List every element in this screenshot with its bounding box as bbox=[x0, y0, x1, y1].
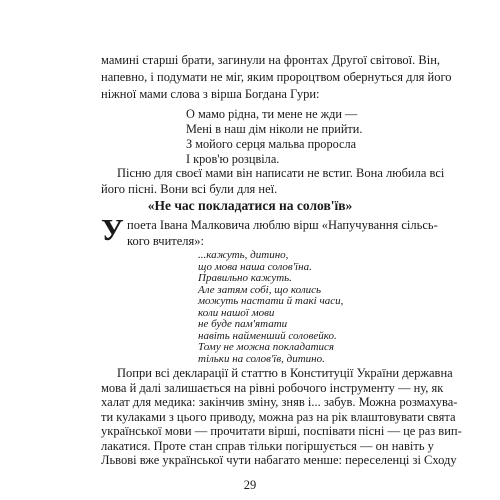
page-number: 29 bbox=[243, 478, 257, 492]
paragraph-2-line: його пісні. Вони всі були для неї. bbox=[101, 182, 278, 196]
poem-1-line: З мойого серця мальва проросла bbox=[186, 137, 357, 151]
paragraph-3-line: української мови — прочитати вірші, поспівати пісні — це раз вип- bbox=[101, 424, 462, 438]
paragraph-3-line: Попри всі декларації й статтю в Конституції України державна bbox=[117, 366, 453, 380]
poem-2-line: що мова наша солов'їна. bbox=[198, 260, 312, 273]
poem-2-line: коли нашої мови bbox=[198, 306, 275, 319]
paragraph-2-line: Пісню для своєї мами він написати не встиг. Вона любила всі bbox=[117, 166, 445, 180]
paragraph-3-line: лакатися. Проте стан справ тільки погіршується — он навіть у bbox=[101, 438, 434, 453]
section-intro-line: кого вчителя»: bbox=[127, 234, 205, 248]
poem-1-line: О мамо рідна, ти мене не жди — bbox=[186, 107, 358, 121]
paragraph-3-line: ти кулаками з цього приводу, можна раз на рік влаштовувати свята bbox=[101, 409, 456, 424]
paragraph-3-line: Львові вже української чути набагато менше: переселенці зі Сходу bbox=[101, 453, 457, 467]
poem-2-line: Але затям собі, що колись bbox=[198, 283, 322, 296]
poem-2-line: тільки на солов'їв, дитино. bbox=[198, 352, 325, 365]
poem-2-line: Тому не можна покладатися bbox=[198, 341, 335, 353]
section-heading: «Не час покладатися на солов'їв» bbox=[147, 198, 353, 213]
poem-1-line: Мені в наш дім ніколи не прийти. bbox=[186, 122, 363, 136]
poem-2-line: ...кажуть, дитино, bbox=[198, 249, 289, 261]
drop-cap: У bbox=[101, 212, 124, 247]
poem-2-line: можуть настати й такі часи, bbox=[198, 295, 344, 307]
paragraph-1-line: ніжної мами слова з вірша Богдана Гури: bbox=[101, 87, 320, 101]
poem-2-line: не буде пам'ятати bbox=[198, 318, 288, 330]
poem-2-line: Правильно кажуть. bbox=[198, 272, 292, 284]
paragraph-1-line: мамині старші брати, загинули на фронтах Другої світової. Він, bbox=[101, 53, 441, 67]
paragraph-3-line: халат для медика: закінчив зміну, зняв і... забув. Можна розмахува- bbox=[101, 395, 458, 409]
paragraph-1-line: напевно, і подумати не міг, яким пророцтвом обернуться для його bbox=[101, 70, 452, 84]
section-intro-line: поета Івана Малковича люблю вірш «Напучування сільсь- bbox=[127, 218, 438, 232]
poem-1-line: І кров'ю розцвіла. bbox=[186, 152, 280, 166]
poem-2-line: навіть найменший соловейко. bbox=[198, 329, 337, 342]
paragraph-3-line: мова й далі залишається на рівні робочого інструменту — ну, як bbox=[101, 380, 444, 395]
